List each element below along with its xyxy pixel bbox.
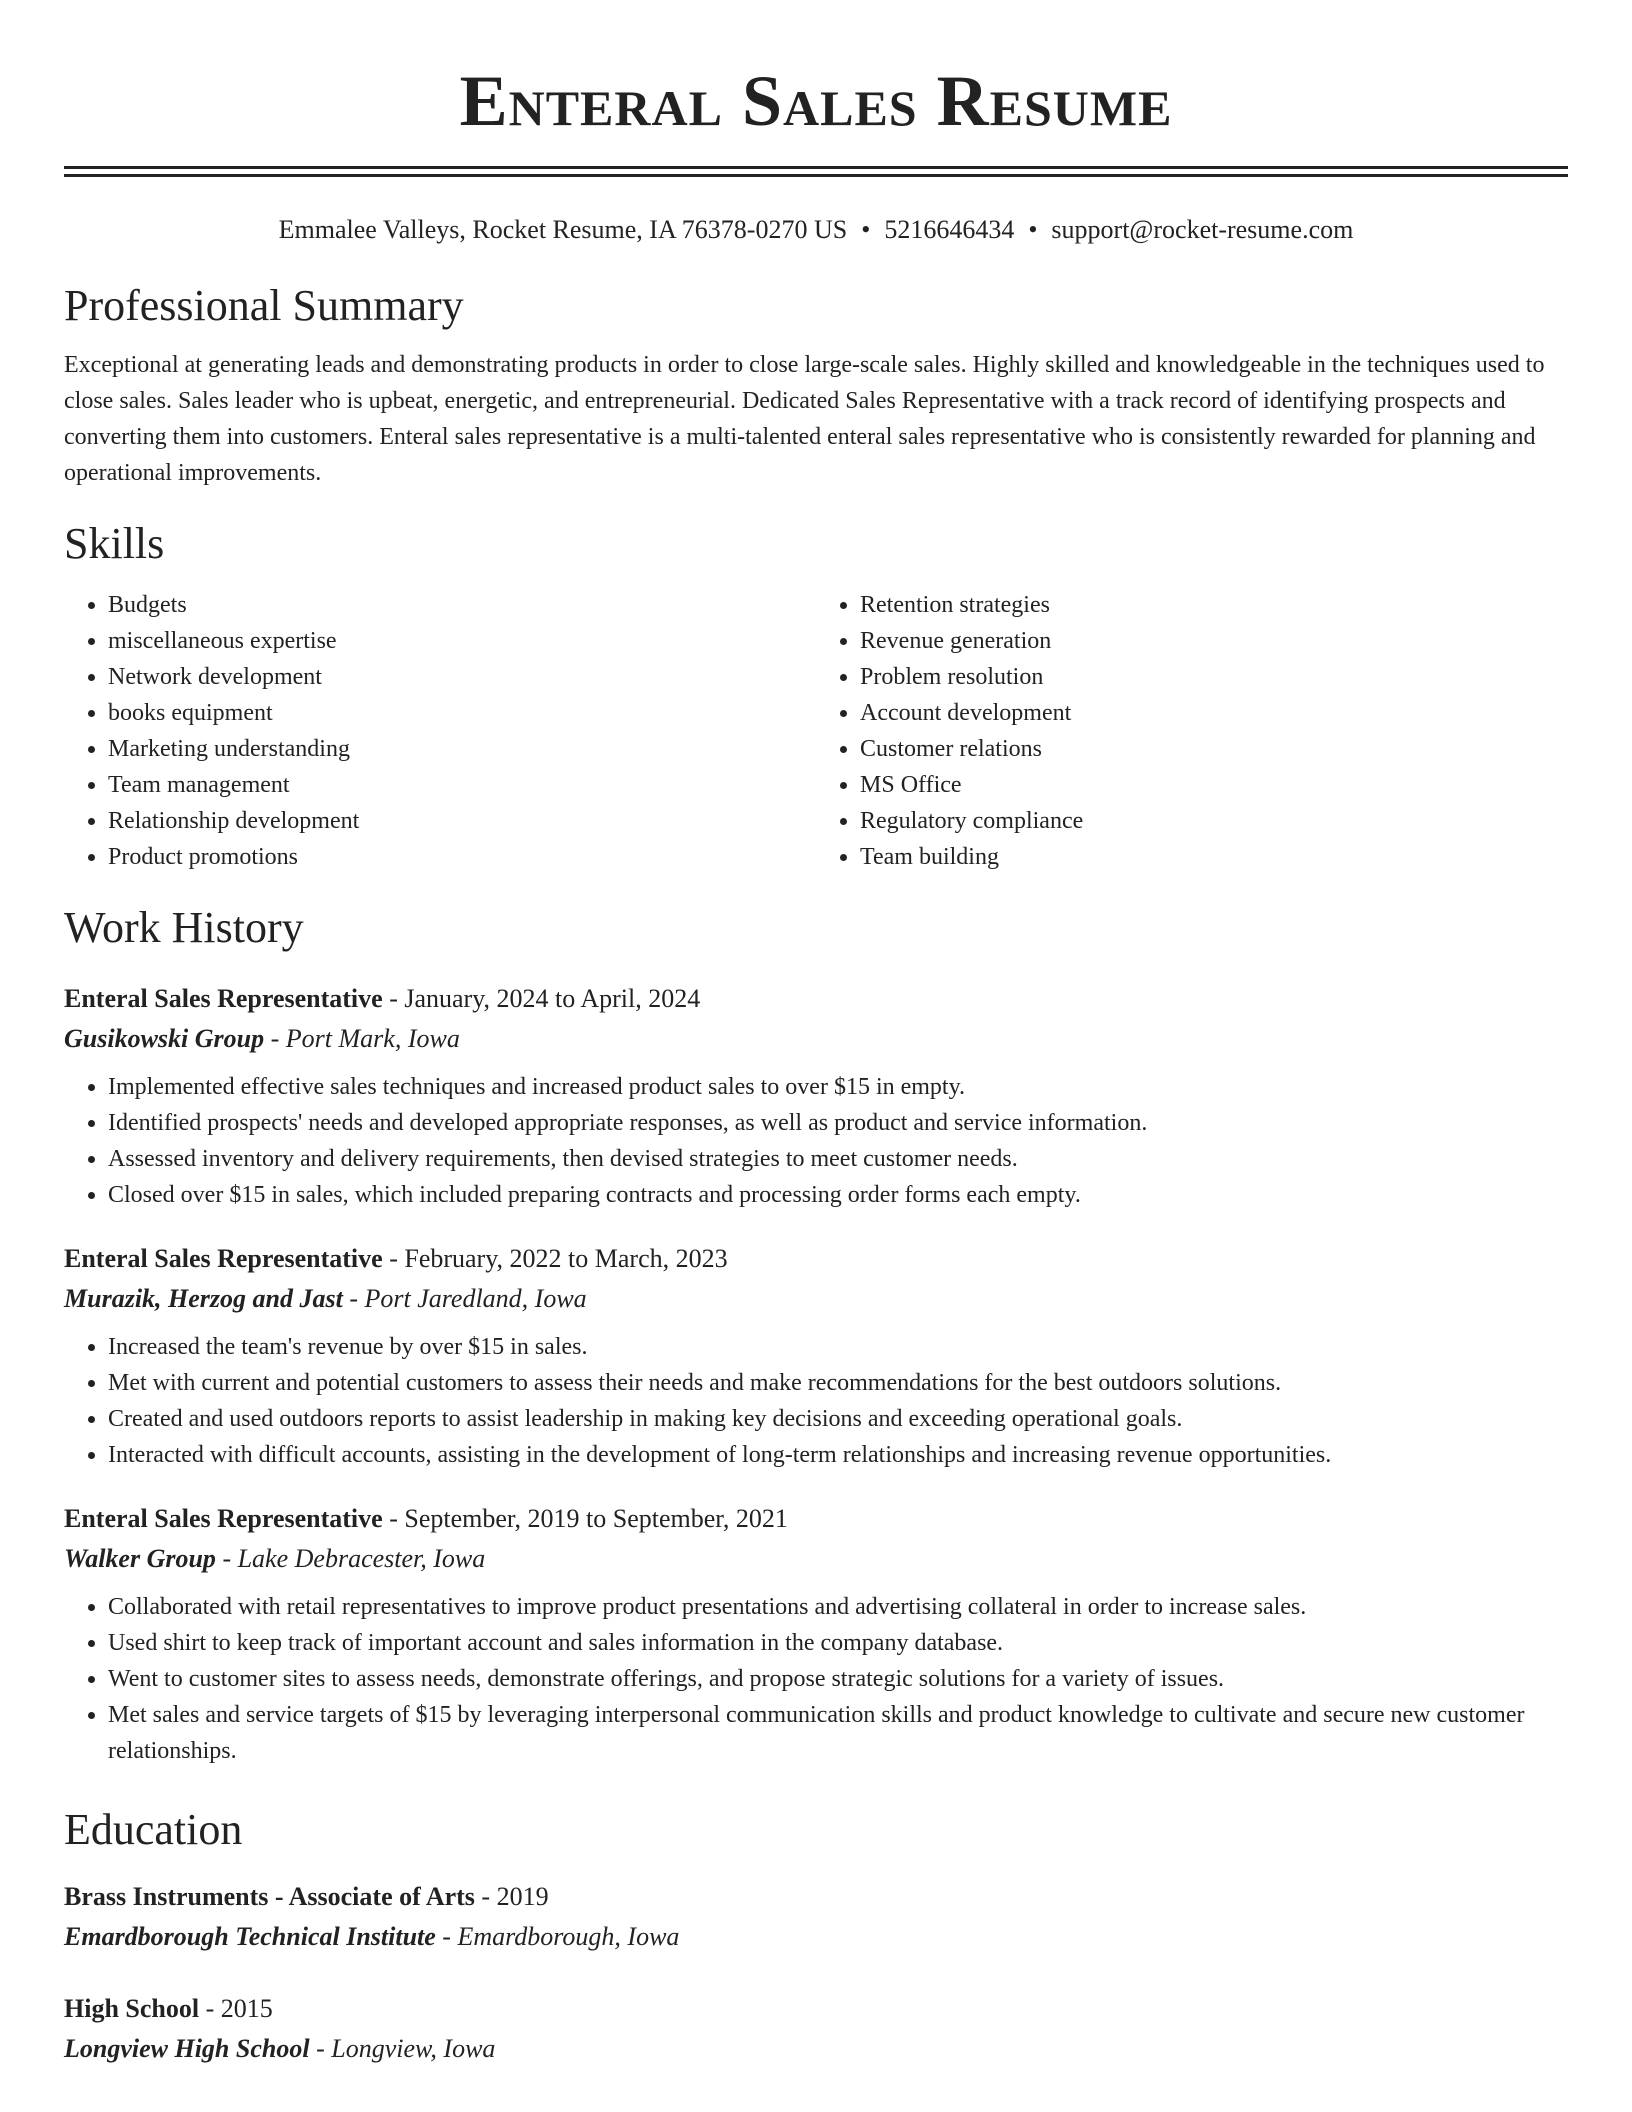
education-location: - Emardborough, Iowa	[435, 1922, 680, 1951]
job-bullet: • Collaborated with retail representatives to improve product presentations and advertising collateral in order to increase sales.	[108, 1589, 1568, 1625]
skill-item: • Account development	[860, 695, 1568, 731]
job-title-line	[64, 1239, 1568, 1279]
education-year: - 2019	[474, 1882, 549, 1911]
job-title: Enteral Sales Representative	[64, 984, 383, 1013]
skill-item: • Marketing understanding	[108, 731, 816, 767]
job-bullet: • Went to customer sites to assess needs, demonstrate offerings, and propose strategic solutions for a variety of issues.	[108, 1661, 1568, 1697]
skill-item: • Budgets	[108, 587, 816, 623]
contact-separator: •	[1028, 215, 1038, 244]
work-history-heading: Work History	[64, 903, 304, 952]
job-bullet: • Met sales and service targets of $15 by leveraging interpersonal communication skills and product knowledge to cultivate and secure new customer relationships.	[108, 1697, 1568, 1769]
skill-item: • books equipment	[108, 695, 816, 731]
skill-item: • Network development	[108, 659, 816, 695]
skill-item: • Retention strategies	[860, 587, 1568, 623]
contact-phone: 5216646434	[884, 215, 1015, 244]
education-school: Emardborough Technical Institute	[64, 1922, 436, 1951]
job-company-line	[64, 1019, 1568, 1059]
education-degree-line	[64, 1989, 1568, 2029]
education-degree-line	[64, 1877, 1568, 1917]
job-bullet: • Assessed inventory and delivery requirements, then devised strategies to meet customer needs.	[108, 1141, 1568, 1177]
job-entry	[64, 979, 1568, 1213]
education-entry	[64, 1989, 1568, 2069]
education-entry	[64, 1877, 1568, 1957]
job-entry	[64, 1239, 1568, 1473]
education-degree: High School	[64, 1994, 200, 2023]
job-company: Walker Group	[64, 1544, 216, 1573]
education-school: Longview High School	[64, 2034, 310, 2063]
page-title: Enteral Sales Resume	[459, 61, 1173, 141]
job-bullets	[64, 1329, 1568, 1473]
education-school-line	[64, 2029, 1568, 2069]
job-bullet: • Identified prospects' needs and developed appropriate responses, as well as product and service information.	[108, 1105, 1568, 1141]
skill-item: • Team building	[860, 839, 1568, 875]
skill-item: • miscellaneous expertise	[108, 623, 816, 659]
job-dates: - February, 2022 to March, 2023	[382, 1244, 728, 1273]
skill-item: • MS Office	[860, 767, 1568, 803]
title-divider	[64, 166, 1568, 177]
summary-text: Exceptional at generating leads and demonstrating products in order to close large-scale sales. Highly skilled and knowledgeable in the techniques used to close sales. Sales leader who is upbeat, energetic, and entrepreneurial. Dedicated Sales Representative with a track record of identifying prospects and converting them into customers. Enteral sales representative is a multi-talented enteral sales representative who is consistently rewarded for planning and operational improvements.	[64, 352, 1545, 486]
job-bullet: • Created and used outdoors reports to assist leadership in making key decisions and exceeding operational goals.	[108, 1401, 1568, 1437]
job-dates: - January, 2024 to April, 2024	[382, 984, 701, 1013]
skill-item: • Relationship development	[108, 803, 816, 839]
education-location: - Longview, Iowa	[309, 2034, 496, 2063]
contact-separator: •	[861, 215, 871, 244]
divider-line-bottom	[64, 174, 1568, 177]
job-title-line	[64, 979, 1568, 1019]
job-bullet: • Used shirt to keep track of important account and sales information in the company database.	[108, 1625, 1568, 1661]
job-bullet: • Closed over $15 in sales, which included preparing contracts and processing order forms each empty.	[108, 1177, 1568, 1213]
skill-item: • Revenue generation	[860, 623, 1568, 659]
job-company-line	[64, 1279, 1568, 1319]
skill-item: • Team management	[108, 767, 816, 803]
job-bullet: • Interacted with difficult accounts, assisting in the development of long-term relationships and increasing revenue opportunities.	[108, 1437, 1568, 1473]
skill-item: • Product promotions	[108, 839, 816, 875]
education-year: - 2015	[199, 1994, 273, 2023]
skills-column-right	[816, 587, 1568, 875]
job-bullet: • Met with current and potential customers to assess their needs and make recommendations for the best outdoors solutions.	[108, 1365, 1568, 1401]
job-location: - Lake Debracester, Iowa	[215, 1544, 486, 1573]
job-bullet: • Increased the team's revenue by over $15 in sales.	[108, 1329, 1568, 1365]
skills-list	[64, 587, 1568, 875]
job-company: Murazik, Herzog and Jast	[64, 1284, 343, 1313]
education-heading: Education	[64, 1805, 243, 1854]
job-entry	[64, 1499, 1568, 1769]
contact-address: Emmalee Valleys, Rocket Resume, IA 76378-0270 US	[278, 215, 848, 244]
job-title: Enteral Sales Representative	[64, 1504, 383, 1533]
skill-item: • Customer relations	[860, 731, 1568, 767]
job-company-line	[64, 1539, 1568, 1579]
contact-email: support@rocket-resume.com	[1051, 215, 1354, 244]
job-bullets	[64, 1069, 1568, 1213]
job-title: Enteral Sales Representative	[64, 1244, 383, 1273]
divider-line-top	[64, 166, 1568, 169]
skill-item: • Problem resolution	[860, 659, 1568, 695]
job-company: Gusikowski Group	[64, 1024, 265, 1053]
job-title-line	[64, 1499, 1568, 1539]
job-location: - Port Jaredland, Iowa	[342, 1284, 587, 1313]
education-school-line	[64, 1917, 1568, 1957]
job-bullet: • Implemented effective sales techniques and increased product sales to over $15 in empty.	[108, 1069, 1568, 1105]
skills-column-left	[64, 587, 816, 875]
skills-heading: Skills	[64, 519, 165, 568]
job-bullets	[64, 1589, 1568, 1769]
contact-info	[64, 215, 1568, 245]
job-location: - Port Mark, Iowa	[264, 1024, 460, 1053]
summary-heading: Professional Summary	[64, 281, 464, 330]
skill-item: • Regulatory compliance	[860, 803, 1568, 839]
job-dates: - September, 2019 to September, 2021	[382, 1504, 788, 1533]
education-degree: Brass Instruments - Associate of Arts	[64, 1882, 475, 1911]
